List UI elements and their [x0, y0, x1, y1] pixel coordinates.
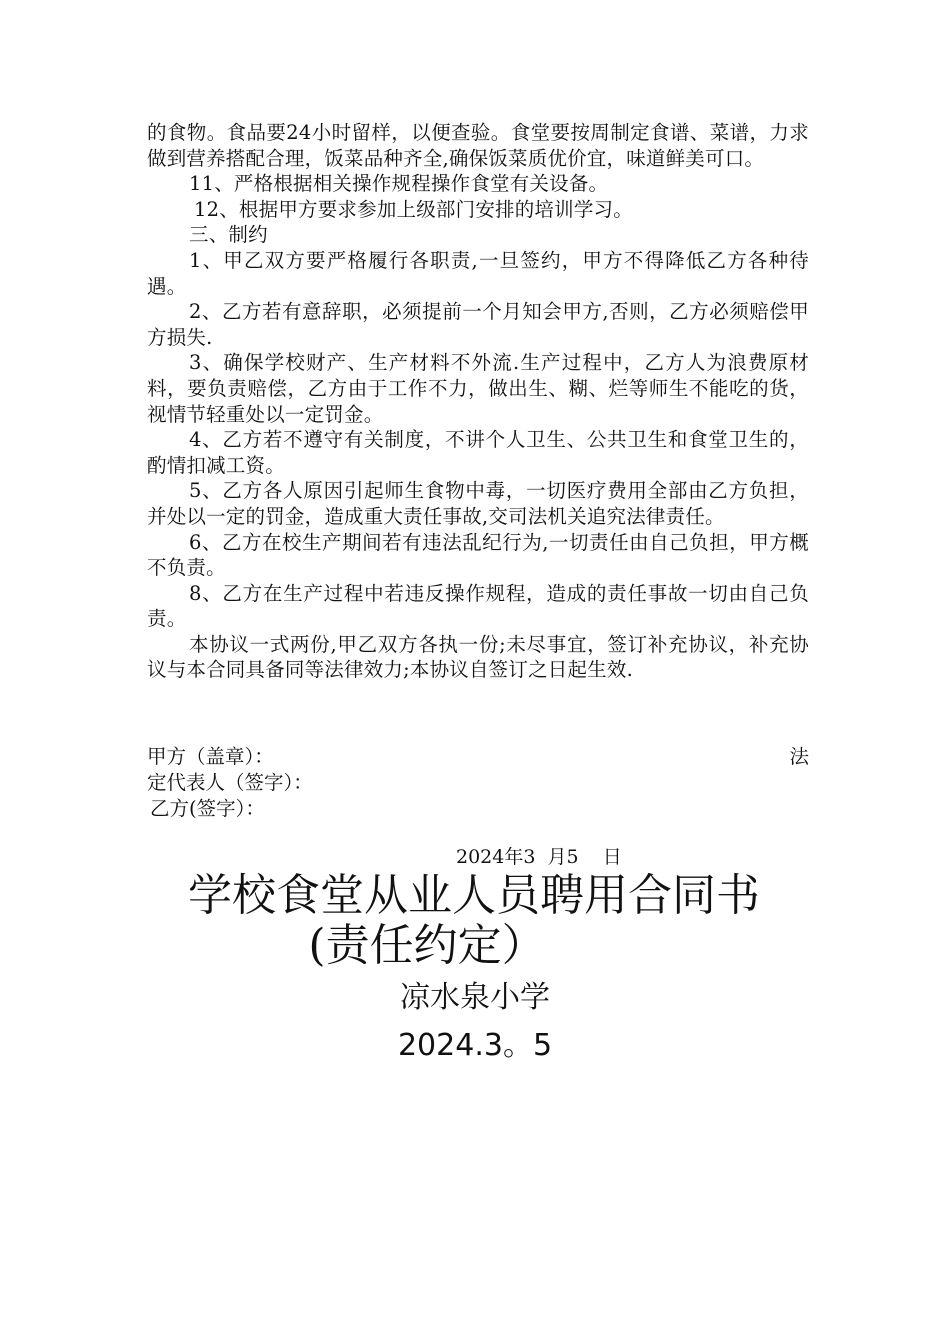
paragraph-constraint-1: 1、甲乙双方要严格履行各职责,一旦签约，甲方不得降低乙方各种待遇。: [147, 248, 809, 298]
paragraph-food-sampling: 的食物。食品要24小时留样，以便查验。食堂要按周制定食谱、菜谱，力求做到营养搭配合理，饭菜品种齐全,确保饭菜质优价宜，味道鲜美可口。: [147, 121, 809, 170]
paragraph-clause-12: 12、根据甲方要求参加上级部门安排的培训学习。: [194, 197, 633, 221]
paragraph-constraint-5: 5、乙方各人原因引起师生食物中毒，一切医疗费用全部由乙方负担，并处以一定的罚金，造成重大责任事故,交司法机关追究法律责任。: [147, 479, 809, 528]
paragraph-constraint-8: 8、乙方在生产过程中若违反操作规程，造成的责任事故一切由自己负责。: [147, 581, 809, 631]
paragraph-constraint-3: 3、确保学校财产、生产材料不外流.生产过程中，乙方人为浪费原材料，要负责赔偿，乙方由于工作不力，做出生、糊、烂等师生不能吃的货，视情节轻重处以一定罚金。: [147, 351, 809, 426]
party-b-signature-label: 乙方(签字）：: [150, 797, 265, 820]
cover-subtitle: (责任约定）: [308, 920, 546, 971]
party-a-seal-label: 甲方（盖章）：: [147, 745, 274, 768]
paragraph-clause-11: 11、严格根据相关操作规程操作食堂有关设备。: [189, 172, 609, 196]
paragraph-agreement-terms: 本协议一式两份,甲乙双方各执一份;未尽事宜，签订补充协议，补充协议与本合同具备同等法律效力;本协议自签订之日起生效.: [147, 632, 809, 682]
paragraph-constraint-4: 4、乙方若不遵守有关制度，不讲个人卫生、公共卫生和食堂卫生的，酌情扣减工资。: [147, 428, 809, 477]
signing-date: 2024年3 月5 日: [456, 846, 622, 868]
legal-prefix-label: 法: [789, 745, 809, 768]
section-heading-constraints: 三、制约: [189, 223, 268, 247]
paragraph-constraint-2: 2、乙方若有意辞职，必须提前一个月知会甲方,否则，乙方必须赔偿甲方损失.: [147, 300, 809, 349]
cover-title: 学校食堂从业人员聘用合同书: [188, 870, 760, 921]
cover-date: 2024.3。5: [397, 1028, 553, 1063]
school-name: 凉水泉小学: [400, 980, 550, 1015]
contract-body: [147, 120, 809, 683]
legal-representative-label: 定代表人（签字）：: [147, 771, 313, 794]
paragraph-constraint-6: 6、乙方在校生产期间若有违法乱纪行为,一切责任由自己负担，甲方概不负责。: [147, 530, 809, 580]
